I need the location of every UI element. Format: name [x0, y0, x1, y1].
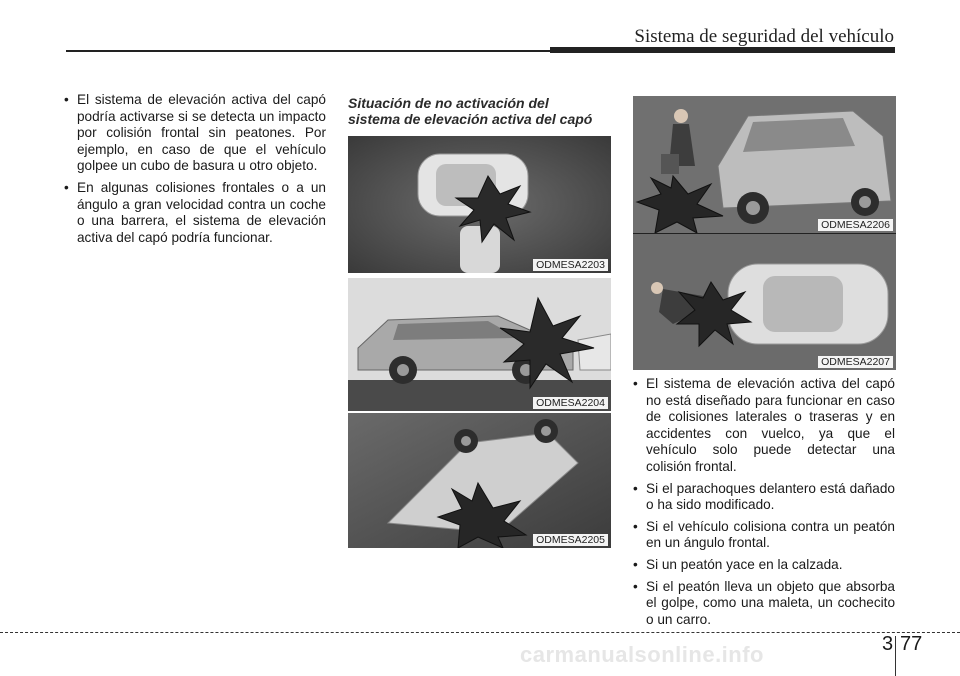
- figure-pedestrian-front: [633, 96, 896, 233]
- section-title: Situación de no activación del sistema de elevación activa del capó: [348, 95, 593, 127]
- bullet-item: • El sistema de elevación activa del capó no está diseñado para funcionar en caso de colisiones laterales o traseras y en accidentes con vuelco, ya que el vehículo solo puede detectar una colisión frontal.: [633, 376, 895, 476]
- bullet-item: • Si un peatón yace en la calzada.: [633, 557, 895, 574]
- figure-label: ODMESA2206: [818, 219, 893, 231]
- pedestrian-lying-illustration: [633, 234, 896, 370]
- rollover-illustration: [348, 413, 611, 548]
- page-header-title: Sistema de seguridad del vehículo: [634, 26, 894, 47]
- page-number-divider: [895, 636, 896, 676]
- bullet-item: • Si el vehículo colisiona contra un peatón en un ángulo frontal.: [633, 519, 895, 552]
- header-rule: [66, 50, 566, 52]
- watermark: carmanualsonline.info: [520, 642, 764, 667]
- car-hits-pole-illustration: [348, 136, 611, 273]
- pedestrian-front-illustration: [633, 96, 896, 233]
- bullet-item: • El sistema de elevación activa del capó podría activarse si se detecta un impacto por colisión frontal sin peatones. Por ejemplo, en caso de que el vehículo golpee un cubo de basura u otro objeto.: [64, 92, 326, 175]
- figure-rollover: [348, 413, 611, 548]
- figure-side-collision: [348, 278, 611, 411]
- right-column: [633, 376, 895, 633]
- bullet-item: • Si el peatón lleva un objeto que absorba el golpe, como una maleta, un cochecito o un carro.: [633, 579, 895, 629]
- figure-label: ODMESA2203: [533, 259, 608, 271]
- bullet-item: • Si el parachoques delantero está dañado o ha sido modificado.: [633, 481, 895, 514]
- figure-pedestrian-lying: [633, 234, 896, 370]
- figure-label: ODMESA2207: [818, 356, 893, 368]
- figure-label: ODMESA2204: [533, 397, 608, 409]
- left-bullet-list: [64, 92, 326, 246]
- side-collision-illustration: [348, 278, 611, 411]
- page-number: 77: [900, 633, 923, 655]
- footer-rule: [0, 632, 960, 633]
- figure-label: ODMESA2205: [533, 534, 608, 546]
- bullet-item: • En algunas colisiones frontales o a un ángulo a gran velocidad contra un coche o una barrera, el sistema de elevación activa del capó podría funcionar.: [64, 180, 326, 246]
- section-number: 3: [882, 633, 894, 655]
- right-bullet-list: [633, 376, 895, 628]
- left-column: [64, 92, 326, 251]
- header-rule-bold: [550, 47, 895, 53]
- figure-car-hits-pole: [348, 136, 611, 273]
